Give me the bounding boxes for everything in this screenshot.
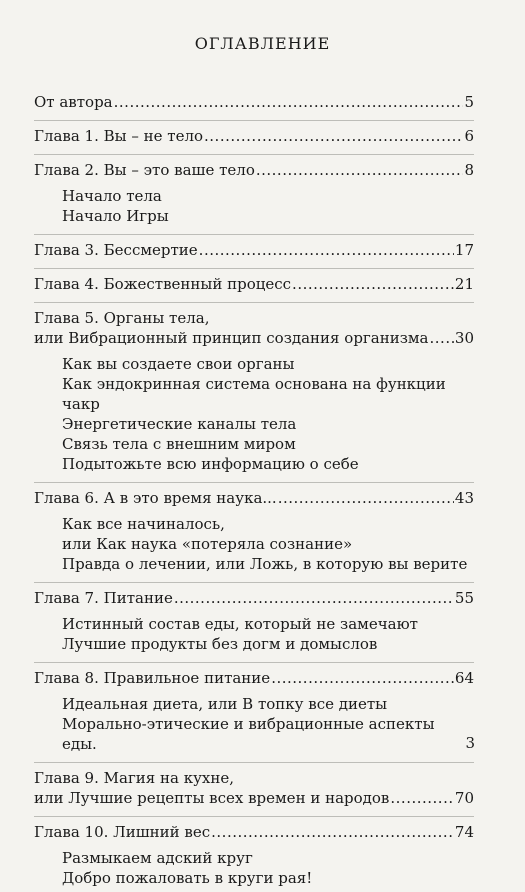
toc-entry <box>34 588 474 658</box>
toc-entry <box>34 668 474 758</box>
toc-entry <box>34 92 474 116</box>
dot-leader <box>256 160 464 180</box>
toc-subentry: Истинный состав еды, который не замечают <box>62 615 418 633</box>
toc-entry-page: 64 <box>454 669 474 687</box>
divider <box>34 268 474 269</box>
toc-entry <box>34 274 474 298</box>
toc-entry-title: Глава 4. Божественный процесс <box>34 275 292 293</box>
toc-entry <box>34 126 474 150</box>
toc-entry <box>34 488 474 578</box>
toc-subentry: Идеальная диета, или В топку все диеты <box>62 695 388 713</box>
toc-entry-title: Глава 8. Правильное питание <box>34 669 271 687</box>
toc-entry-title-line: Глава 9. Магия на кухне, <box>34 769 235 787</box>
toc-subentry: Энергетические каналы тела <box>62 415 297 433</box>
toc-entry-page: 70 <box>454 789 474 807</box>
dot-leader <box>174 588 454 608</box>
toc-subentry: Как вы создаете свои органы <box>62 355 295 373</box>
toc-entry-page: 5 <box>464 93 474 111</box>
divider <box>34 582 474 583</box>
dot-leader <box>271 668 454 688</box>
toc-entry <box>34 768 474 812</box>
dot-leader <box>390 788 454 808</box>
toc-entry <box>34 822 474 892</box>
toc-entry-page: 74 <box>454 823 474 841</box>
toc-subentry: Начало Игры <box>62 207 169 225</box>
toc-subentry: или Как наука «потеряла сознание» <box>62 535 353 553</box>
dot-leader <box>204 126 463 146</box>
toc-entry-page: 8 <box>464 161 474 179</box>
toc-subentry: Подытожьте всю информацию о себе <box>62 455 359 473</box>
page-title: ОГЛАВЛЕНИЕ <box>194 34 331 53</box>
toc-entry <box>34 160 474 230</box>
divider <box>34 662 474 663</box>
toc-subentry: Лучшие продукты без догм и домыслов <box>62 635 378 653</box>
divider <box>34 120 474 121</box>
toc-entry-title: Глава 7. Питание <box>34 589 173 607</box>
toc-entry <box>34 308 474 478</box>
toc-subentry: Связь тела с внешним миром <box>62 435 296 453</box>
toc-subentry: Начало тела <box>62 187 162 205</box>
toc-entry-page: 17 <box>454 241 474 259</box>
toc-entry-title: Глава 10. Лишний вес <box>34 823 211 841</box>
dot-leader <box>114 92 464 112</box>
toc-entry-title: или Вибрационный принцип создания организма <box>34 329 429 347</box>
toc-entry-title: Глава 1. Вы – не тело <box>34 127 204 145</box>
toc-entry-page: 43 <box>454 489 474 507</box>
toc-subentry: Правда о лечении, или Ложь, в которую вы верите <box>62 555 468 573</box>
dot-leader <box>199 240 454 260</box>
toc-entry-title-line: Глава 5. Органы тела, <box>34 309 210 327</box>
dot-leader <box>278 488 454 508</box>
toc-entry-title: или Лучшие рецепты всех времен и народов <box>34 789 390 807</box>
toc-entry-page: 21 <box>454 275 474 293</box>
dot-leader <box>430 328 454 348</box>
toc-entry-title: Глава 3. Бессмертие <box>34 241 198 259</box>
divider <box>34 762 474 763</box>
toc-entry-title: От автора <box>34 93 113 111</box>
toc-subentry: Морально-этические и вибрационные аспекты еды. <box>62 715 435 753</box>
toc-subentry: Как все начиналось, <box>62 515 225 533</box>
toc-entry-page: 30 <box>454 329 474 347</box>
toc-entry-title: Глава 6. А в это время наука... <box>34 489 277 507</box>
divider <box>34 816 474 817</box>
toc-subentry: Размыкаем адский круг <box>62 849 253 867</box>
dot-leader <box>292 274 454 294</box>
toc-entry-page: 6 <box>464 127 474 145</box>
dot-leader <box>211 822 454 842</box>
divider <box>34 482 474 483</box>
toc-entry-title: Глава 2. Вы – это ваше тело <box>34 161 255 179</box>
divider <box>34 154 474 155</box>
toc-subentry: Как эндокринная система основана на функции чакр <box>62 375 446 413</box>
divider <box>34 302 474 303</box>
toc-subentry: Добро пожаловать в круги рая! <box>62 869 313 887</box>
toc-entry-page: 55 <box>454 589 474 607</box>
divider <box>34 234 474 235</box>
table-of-contents <box>34 92 474 892</box>
page-number: 3 <box>465 734 475 752</box>
toc-entry <box>34 240 474 264</box>
